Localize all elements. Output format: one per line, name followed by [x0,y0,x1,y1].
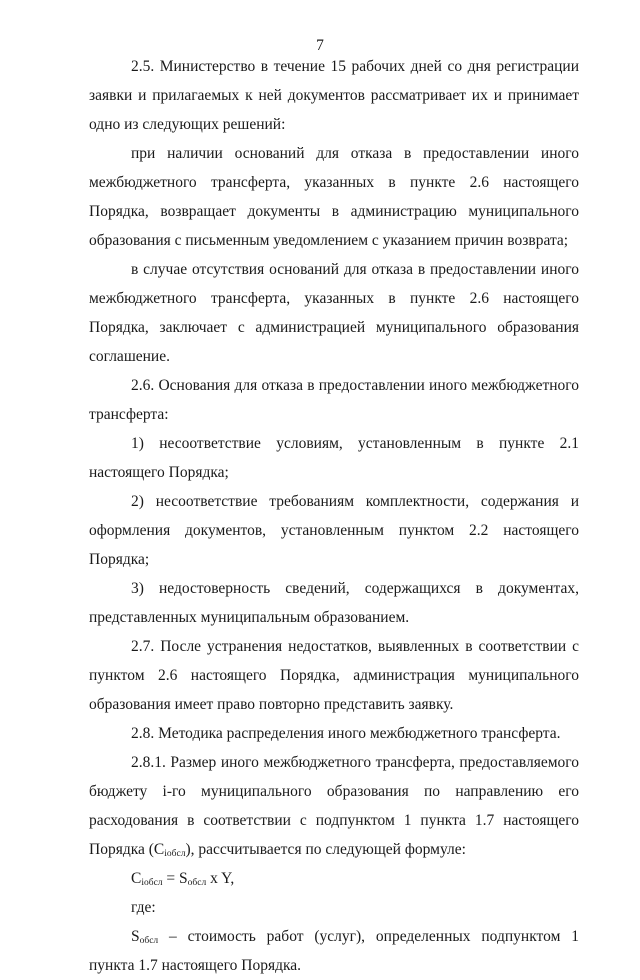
formula-c-subscript: iобсл [141,878,163,888]
document-body [89,52,579,980]
paragraph-2-8-1-tail: ), рассчитывается по следующей формуле: [185,841,466,858]
definition-s: S [131,928,140,945]
formula [89,864,579,893]
paragraph-2-8-1 [89,748,579,864]
paragraph-conclude-agreement: в случае отсутствия оснований для отказа в предоставлении иного межбюджетного трансферта, указанных в пункте 2.6 настоящего Порядка, заключает с администрацией муниципального образования соглашение. [89,261,579,365]
paragraph-2-6: 2.6. Основания для отказа в предоставлении иного межбюджетного трансферта: [89,377,579,423]
definition-s-subscript: обсл [139,936,159,946]
paragraph-2-5: 2.5. Министерство в течение 15 рабочих дней со дня регистрации заявки и прилагаемых к ней документов рассматривает их и принимает одно из следующих решений: [89,58,579,133]
definition-text: – стоимость работ (услуг), определенных подпунктом 1 пункта 1.7 настоящего Порядка. [89,928,579,974]
paragraph-2-8-1-text: 2.8.1. Размер иного межбюджетного трансферта, предоставляемого бюджету i-го муниципального образования по направлению его расходования в соответствии с подпунктом 1 пункта 1.7 настоящего Порядка (C [89,754,579,858]
formula-s-subscript: обсл [187,878,207,888]
formula-rest: x Y, [206,870,235,887]
definition-s-obsl [89,922,579,980]
paragraph-return-documents: при наличии оснований для отказа в предоставлении иного межбюджетного трансферта, указанных в пункте 2.6 настоящего Порядка, возвращает документы в администрацию муниципального образования с письменным уведомлением с указанием причин возврата; [89,145,579,249]
list-item-refusal-1: 1) несоответствие условиям, установленным в пункте 2.1 настоящего Порядка; [89,435,579,481]
formula-equals-s: = S [162,870,188,887]
list-item-refusal-3: 3) недостоверность сведений, содержащихся в документах, представленных муниципальным образованием. [89,580,579,626]
where-label: где: [131,899,156,916]
subscript-iobsl: iобсл [164,849,186,859]
page-number: 7 [316,37,324,54]
paragraph-2-7: 2.7. После устранения недостатков, выявленных в соответствии с пунктом 2.6 настоящего Порядка, администрация муниципального образования имеет право повторно представить заявку. [89,638,579,713]
paragraph-2-8: 2.8. Методика распределения иного межбюджетного трансферта. [131,725,561,742]
list-item-refusal-2: 2) несоответствие требованиям комплектности, содержания и оформления документов, установленным пунктом 2.2 настоящего Порядка; [89,493,579,568]
formula-c: C [131,870,142,887]
